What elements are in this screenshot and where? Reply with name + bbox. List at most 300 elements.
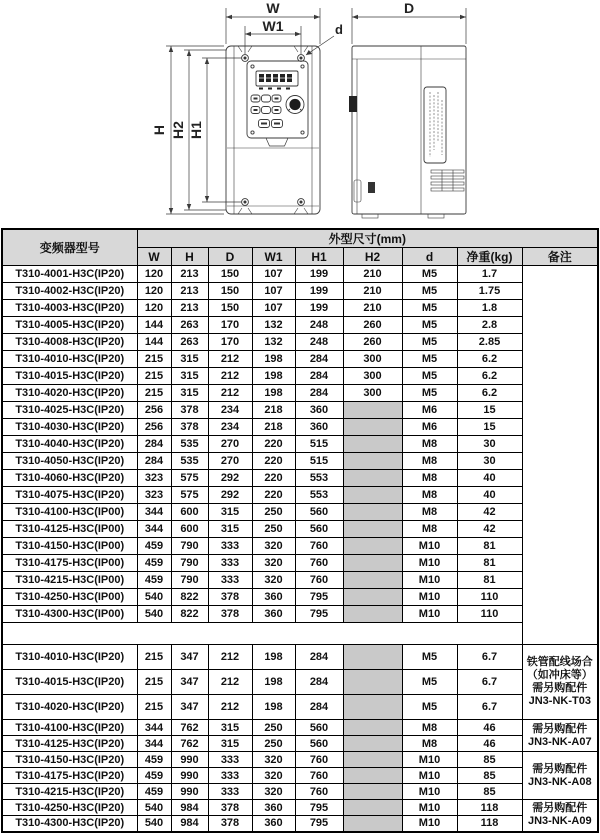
cell-d: M8 (402, 453, 457, 470)
cell-h2 (343, 784, 402, 800)
cell-h: 762 (171, 736, 208, 752)
cell-w: 540 (137, 589, 171, 606)
cell-h1: 795 (295, 606, 343, 623)
cell-dd: 150 (208, 283, 252, 300)
table-row (2, 266, 598, 283)
cell-dd: 212 (208, 645, 252, 670)
cell-w: 284 (137, 453, 171, 470)
cell-d: M8 (402, 720, 457, 736)
header-model: 变频器型号 (2, 229, 137, 266)
cell-wt: 118 (457, 816, 522, 832)
table-body (2, 266, 598, 832)
header-col-H: H (171, 248, 208, 266)
dimension-table (1, 228, 599, 833)
cell-dd: 315 (208, 720, 252, 736)
cell-wt: 2.85 (457, 334, 522, 351)
table-row (2, 436, 598, 453)
front-view (166, 8, 334, 214)
cell-dd: 378 (208, 816, 252, 832)
cell-h1: 760 (295, 555, 343, 572)
cell-dd: 292 (208, 470, 252, 487)
cell-h2 (343, 572, 402, 589)
cell-d: M10 (402, 538, 457, 555)
cell-h2 (343, 487, 402, 504)
cell-d: M10 (402, 784, 457, 800)
cell-dd: 150 (208, 300, 252, 317)
header-col-W1: W1 (252, 248, 295, 266)
cell-h: 263 (171, 334, 208, 351)
table-row (2, 645, 598, 670)
header-col-H2: H2 (343, 248, 402, 266)
cell-w1: 360 (252, 589, 295, 606)
label-H2: H2 (170, 121, 186, 139)
cell-w: 256 (137, 402, 171, 419)
cell-h1: 199 (295, 283, 343, 300)
cell-w: 344 (137, 720, 171, 736)
cell-h2 (343, 816, 402, 832)
cell-h1: 199 (295, 266, 343, 283)
cell-h: 575 (171, 487, 208, 504)
table-row (2, 800, 598, 816)
table-row (2, 555, 598, 572)
cell-w: 459 (137, 572, 171, 589)
cell-model: T310-4215-H3C(IP20) (2, 784, 137, 800)
cell-w1: 107 (252, 266, 295, 283)
cell-h2 (343, 645, 402, 670)
table-row (2, 606, 598, 623)
cell-dd: 315 (208, 504, 252, 521)
table-row (2, 768, 598, 784)
cell-wt: 2.8 (457, 317, 522, 334)
cell-w: 120 (137, 266, 171, 283)
header-remark: 备注 (522, 248, 598, 266)
cell-model: T310-4215-H3C(IP00) (2, 572, 137, 589)
cell-h: 990 (171, 752, 208, 768)
cell-dd: 212 (208, 670, 252, 695)
cell-model: T310-4100-H3C(IP00) (2, 504, 137, 521)
cell-wt: 6.2 (457, 385, 522, 402)
table-row (2, 784, 598, 800)
cell-wt: 42 (457, 521, 522, 538)
cell-wt: 46 (457, 720, 522, 736)
header-col-W: W (137, 248, 171, 266)
cell-model: T310-4150-H3C(IP20) (2, 752, 137, 768)
table-row (2, 752, 598, 768)
cell-wt: 42 (457, 504, 522, 521)
cell-h: 213 (171, 300, 208, 317)
cell-h: 535 (171, 436, 208, 453)
cell-wt: 6.7 (457, 695, 522, 720)
cell-wt: 110 (457, 589, 522, 606)
cell-h1: 795 (295, 800, 343, 816)
cell-model: T310-4075-H3C(IP20) (2, 487, 137, 504)
cell-h1: 248 (295, 317, 343, 334)
cell-h1: 284 (295, 351, 343, 368)
cell-h2 (343, 670, 402, 695)
cell-dd: 333 (208, 768, 252, 784)
cell-w1: 360 (252, 606, 295, 623)
cell-w1: 360 (252, 800, 295, 816)
cell-h2 (343, 470, 402, 487)
cell-d: M8 (402, 504, 457, 521)
cell-model: T310-4250-H3C(IP20) (2, 800, 137, 816)
table-row (2, 538, 598, 555)
header-col-d: d (402, 248, 457, 266)
cell-d: M10 (402, 589, 457, 606)
cell-h: 378 (171, 402, 208, 419)
cell-model: T310-4125-H3C(IP00) (2, 521, 137, 538)
cell-h: 347 (171, 645, 208, 670)
cell-h2: 210 (343, 266, 402, 283)
cell-dd: 234 (208, 402, 252, 419)
cell-h2 (343, 521, 402, 538)
cell-model: T310-4010-H3C(IP20) (2, 351, 137, 368)
cell-d: M10 (402, 768, 457, 784)
cell-h: 790 (171, 555, 208, 572)
cell-wt: 110 (457, 606, 522, 623)
cell-w1: 132 (252, 334, 295, 351)
remark-cell: 铁管配线场合 （如冲床等） 需另购配件 JN3-NK-T03 (522, 645, 598, 720)
cell-w1: 218 (252, 402, 295, 419)
cell-w: 323 (137, 470, 171, 487)
cell-h2: 210 (343, 283, 402, 300)
cell-model: T310-4002-H3C(IP20) (2, 283, 137, 300)
cell-h: 762 (171, 720, 208, 736)
cell-h2 (343, 736, 402, 752)
cell-w1: 320 (252, 752, 295, 768)
cell-h1: 284 (295, 670, 343, 695)
cell-w: 540 (137, 800, 171, 816)
cell-dd: 150 (208, 266, 252, 283)
cell-w: 540 (137, 816, 171, 832)
cell-d: M8 (402, 736, 457, 752)
cell-dd: 333 (208, 538, 252, 555)
cell-w1: 320 (252, 572, 295, 589)
cell-d: M8 (402, 521, 457, 538)
cell-h1: 553 (295, 470, 343, 487)
cell-wt: 85 (457, 768, 522, 784)
cell-h2: 300 (343, 385, 402, 402)
cell-w1: 250 (252, 521, 295, 538)
cell-dd: 378 (208, 606, 252, 623)
cell-model: T310-4010-H3C(IP20) (2, 645, 137, 670)
cell-w1: 107 (252, 300, 295, 317)
cell-wt: 81 (457, 572, 522, 589)
cell-w1: 107 (252, 283, 295, 300)
table-row (2, 487, 598, 504)
cell-h1: 248 (295, 334, 343, 351)
cell-d: M5 (402, 334, 457, 351)
potentiometer-knob (286, 96, 304, 114)
cell-w: 459 (137, 538, 171, 555)
cell-h: 790 (171, 572, 208, 589)
cell-w1: 198 (252, 351, 295, 368)
cell-h: 213 (171, 266, 208, 283)
cell-h1: 199 (295, 300, 343, 317)
cell-h: 984 (171, 816, 208, 832)
cell-w1: 198 (252, 368, 295, 385)
table-header (2, 229, 598, 266)
cell-wt: 1.8 (457, 300, 522, 317)
cell-h: 575 (171, 470, 208, 487)
cell-h2 (343, 555, 402, 572)
table-row (2, 720, 598, 736)
cell-wt: 81 (457, 555, 522, 572)
cell-h1: 360 (295, 419, 343, 436)
cell-h: 315 (171, 368, 208, 385)
cell-dd: 333 (208, 752, 252, 768)
cell-d: M5 (402, 351, 457, 368)
keypad-panel (247, 61, 308, 146)
cell-d: M5 (402, 317, 457, 334)
cell-w1: 360 (252, 816, 295, 832)
table-row (2, 351, 598, 368)
cell-d: M5 (402, 300, 457, 317)
cell-h2 (343, 453, 402, 470)
side-view (349, 8, 466, 218)
cell-model: T310-4025-H3C(IP20) (2, 402, 137, 419)
vent-slots (431, 170, 464, 191)
cell-h1: 553 (295, 487, 343, 504)
cell-h: 990 (171, 784, 208, 800)
cell-wt: 30 (457, 453, 522, 470)
header-row-1 (2, 229, 598, 248)
cell-h1: 515 (295, 453, 343, 470)
cell-dd: 333 (208, 572, 252, 589)
side-connector (349, 96, 357, 112)
cell-h1: 560 (295, 720, 343, 736)
cell-d: M5 (402, 368, 457, 385)
table-row (2, 402, 598, 419)
header-dims-group: 外型尺寸(mm) (137, 229, 598, 248)
label-W1: W1 (262, 18, 284, 34)
cell-model: T310-4015-H3C(IP20) (2, 670, 137, 695)
remark-cell: 需另购配件 JN3-NK-A09 (522, 800, 598, 832)
cell-w: 256 (137, 419, 171, 436)
cell-h1: 560 (295, 504, 343, 521)
cell-dd: 315 (208, 736, 252, 752)
cell-h2: 300 (343, 368, 402, 385)
cell-model: T310-4040-H3C(IP20) (2, 436, 137, 453)
cell-h1: 560 (295, 736, 343, 752)
dim-H1 (202, 58, 242, 202)
cell-w1: 132 (252, 317, 295, 334)
cell-w1: 250 (252, 504, 295, 521)
cell-w1: 198 (252, 385, 295, 402)
cell-h: 347 (171, 670, 208, 695)
cell-w1: 218 (252, 419, 295, 436)
led-display (256, 71, 298, 90)
cell-h2: 300 (343, 351, 402, 368)
table-row (2, 504, 598, 521)
cell-d: M5 (402, 645, 457, 670)
cell-d: M10 (402, 800, 457, 816)
cell-h2: 260 (343, 334, 402, 351)
cell-dd: 170 (208, 317, 252, 334)
table-row (2, 572, 598, 589)
cell-wt: 40 (457, 487, 522, 504)
cell-w: 284 (137, 436, 171, 453)
cell-w1: 198 (252, 645, 295, 670)
cell-h1: 760 (295, 784, 343, 800)
cell-h2 (343, 800, 402, 816)
cell-w1: 320 (252, 768, 295, 784)
cell-h2: 260 (343, 317, 402, 334)
cell-dd: 212 (208, 695, 252, 720)
cell-h2: 210 (343, 300, 402, 317)
label-H1: H1 (188, 121, 204, 139)
cell-model: T310-4175-H3C(IP20) (2, 768, 137, 784)
cell-wt: 30 (457, 436, 522, 453)
cell-h2 (343, 504, 402, 521)
table-row (2, 470, 598, 487)
cell-dd: 234 (208, 419, 252, 436)
cell-w: 540 (137, 606, 171, 623)
table-row (2, 368, 598, 385)
cell-wt: 6.2 (457, 351, 522, 368)
cell-h1: 284 (295, 695, 343, 720)
cell-w1: 220 (252, 487, 295, 504)
cell-d: M6 (402, 419, 457, 436)
cell-model: T310-4020-H3C(IP20) (2, 695, 137, 720)
cell-model: T310-4003-H3C(IP20) (2, 300, 137, 317)
cell-wt: 85 (457, 784, 522, 800)
cell-w1: 198 (252, 670, 295, 695)
table-row (2, 385, 598, 402)
cell-model: T310-4030-H3C(IP20) (2, 419, 137, 436)
cell-model: T310-4125-H3C(IP20) (2, 736, 137, 752)
cell-w: 144 (137, 334, 171, 351)
cell-h: 315 (171, 351, 208, 368)
cell-dd: 333 (208, 555, 252, 572)
cell-h1: 360 (295, 402, 343, 419)
table-row (2, 589, 598, 606)
cell-model: T310-4020-H3C(IP20) (2, 385, 137, 402)
cell-w: 459 (137, 752, 171, 768)
cell-d: M10 (402, 555, 457, 572)
table-row (2, 317, 598, 334)
cell-h1: 284 (295, 645, 343, 670)
cell-h1: 760 (295, 752, 343, 768)
cell-h: 822 (171, 606, 208, 623)
cell-w: 459 (137, 768, 171, 784)
cell-d: M8 (402, 470, 457, 487)
table-row (2, 300, 598, 317)
remark-cell: 需另购配件 JN3-NK-A08 (522, 752, 598, 800)
cell-model: T310-4015-H3C(IP20) (2, 368, 137, 385)
cell-h1: 284 (295, 368, 343, 385)
cell-h: 790 (171, 538, 208, 555)
cell-d: M5 (402, 385, 457, 402)
cell-dd: 170 (208, 334, 252, 351)
label-D: D (403, 0, 415, 16)
cell-h1: 760 (295, 572, 343, 589)
table-row (2, 334, 598, 351)
table-row (2, 736, 598, 752)
cell-h1: 795 (295, 816, 343, 832)
dimension-drawing (0, 0, 600, 228)
cell-w: 459 (137, 555, 171, 572)
cell-h: 600 (171, 504, 208, 521)
cell-model: T310-4300-H3C(IP00) (2, 606, 137, 623)
cell-w1: 198 (252, 695, 295, 720)
cell-h: 347 (171, 695, 208, 720)
cell-w1: 320 (252, 784, 295, 800)
label-W: W (266, 0, 280, 16)
cell-w: 120 (137, 283, 171, 300)
cell-h: 822 (171, 589, 208, 606)
cell-wt: 6.7 (457, 645, 522, 670)
cell-model: T310-4050-H3C(IP20) (2, 453, 137, 470)
rating-label (424, 87, 446, 163)
cell-w1: 250 (252, 736, 295, 752)
cell-wt: 15 (457, 402, 522, 419)
cell-w: 344 (137, 504, 171, 521)
cell-w1: 220 (252, 470, 295, 487)
cell-dd: 378 (208, 800, 252, 816)
cell-h2 (343, 589, 402, 606)
cell-w: 215 (137, 645, 171, 670)
cell-model: T310-4005-H3C(IP20) (2, 317, 137, 334)
keypad-buttons (251, 95, 283, 128)
cell-d: M10 (402, 816, 457, 832)
cell-model: T310-4008-H3C(IP20) (2, 334, 137, 351)
cell-dd: 333 (208, 784, 252, 800)
cell-d: M5 (402, 695, 457, 720)
cell-h2 (343, 720, 402, 736)
remark-cell: 需另购配件 JN3-NK-A07 (522, 720, 598, 752)
cell-w1: 220 (252, 453, 295, 470)
cell-d: M6 (402, 402, 457, 419)
table-row (2, 283, 598, 300)
cell-h2 (343, 606, 402, 623)
header-weight: 净重(kg) (457, 248, 522, 266)
cell-h: 600 (171, 521, 208, 538)
cell-h: 378 (171, 419, 208, 436)
cell-w: 215 (137, 695, 171, 720)
cell-w1: 320 (252, 538, 295, 555)
cell-model: T310-4001-H3C(IP20) (2, 266, 137, 283)
cell-d: M10 (402, 572, 457, 589)
cell-wt: 40 (457, 470, 522, 487)
table-row (2, 816, 598, 832)
table-row (2, 419, 598, 436)
cell-h1: 284 (295, 385, 343, 402)
drawing-svg (0, 0, 600, 228)
cell-w1: 320 (252, 555, 295, 572)
spacer-row (2, 623, 598, 645)
cell-model: T310-4175-H3C(IP00) (2, 555, 137, 572)
cell-wt: 1.75 (457, 283, 522, 300)
cell-w: 144 (137, 317, 171, 334)
cell-h: 535 (171, 453, 208, 470)
cell-dd: 212 (208, 368, 252, 385)
cell-dd: 315 (208, 521, 252, 538)
cell-h1: 515 (295, 436, 343, 453)
cell-d: M8 (402, 436, 457, 453)
cell-wt: 85 (457, 752, 522, 768)
cell-dd: 212 (208, 351, 252, 368)
cell-model: T310-4150-H3C(IP00) (2, 538, 137, 555)
cell-h2 (343, 402, 402, 419)
cell-d: M5 (402, 283, 457, 300)
cell-dd: 292 (208, 487, 252, 504)
cell-h: 263 (171, 317, 208, 334)
cell-w: 215 (137, 351, 171, 368)
cell-h2 (343, 768, 402, 784)
header-col-H1: H1 (295, 248, 343, 266)
cell-wt: 15 (457, 419, 522, 436)
